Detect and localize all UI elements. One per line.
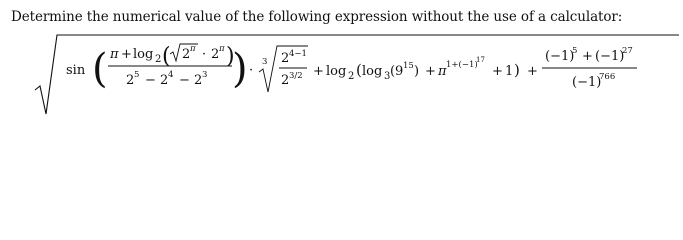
sin-fraction-denominator (126, 70, 207, 88)
one-constant: 1 (505, 64, 514, 79)
last-num-exp2: 27 (622, 46, 633, 56)
log3-right-paren: ) (414, 64, 420, 79)
last-num-plus: + (582, 49, 593, 64)
problem-prompt: Determine the numerical value of the following expression without the use of a calculator: (11, 9, 623, 25)
cube-den-base: 2 (281, 73, 290, 88)
log3-function: log (362, 64, 383, 79)
sin-function: sin (66, 63, 86, 78)
sqrt-base: 2 (182, 47, 191, 62)
denom-term1-base: 2 (126, 73, 135, 88)
cube-num-exp: 4−1 (289, 49, 307, 59)
cube-root-index: 3 (262, 57, 268, 67)
last-den-exp: 766 (599, 72, 616, 82)
log2-right-paren: ) (514, 61, 520, 79)
denom-term2-base: 2 (160, 73, 169, 88)
left-big-paren: ( (92, 46, 108, 92)
log-term (313, 56, 538, 82)
nine-base: 9 (395, 64, 404, 79)
last-num-term2: (−1) (595, 49, 625, 64)
log-left-paren: ( (162, 44, 171, 69)
log2-function: log (326, 64, 347, 79)
log-right-paren: ) (226, 44, 235, 69)
last-fraction (542, 46, 637, 90)
pi-symbol: π (110, 47, 119, 62)
plus-sign: + (121, 47, 132, 62)
cdot: · (202, 47, 207, 62)
plus-sign-2: + (313, 64, 324, 79)
pi-base: π (438, 64, 447, 79)
denom-term1-exp: 5 (134, 70, 140, 80)
sqrt-exponent: π (190, 44, 196, 54)
plus-sign-3: + (425, 64, 436, 79)
plus-sign-5: + (527, 64, 538, 79)
log3-base: 3 (384, 71, 391, 82)
denom-term3-exp: 3 (202, 70, 208, 80)
cube-den-exp: 3/2 (289, 71, 303, 81)
last-num-exp1: 5 (572, 46, 578, 56)
minus-sign: − (145, 73, 156, 88)
last-den-term: (−1) (572, 75, 602, 90)
power-base: 2 (211, 47, 220, 62)
nine-exp: 15 (403, 61, 414, 71)
log-base: 2 (155, 54, 162, 65)
pi-inner-exp: 17 (476, 56, 485, 64)
power-exponent: π (219, 44, 225, 54)
cube-root-fraction (279, 49, 307, 88)
cdot-multiply: · (249, 63, 254, 78)
log3-left-paren: ( (390, 64, 396, 79)
log2-base: 2 (348, 71, 355, 82)
minus-sign-2: − (179, 73, 190, 88)
plus-sign-4: + (492, 64, 503, 79)
sin-fraction-numerator (109, 44, 235, 69)
log-function: log (133, 47, 154, 62)
denom-term3-base: 2 (194, 73, 203, 88)
last-num-term1: (−1) (545, 49, 575, 64)
log2-left-paren: ( (356, 61, 362, 79)
pi-exponent: 1+(−1) (446, 60, 478, 70)
cube-num-base: 2 (281, 51, 290, 66)
right-big-paren: ) (232, 46, 248, 92)
denom-term2-exp: 4 (168, 70, 174, 80)
